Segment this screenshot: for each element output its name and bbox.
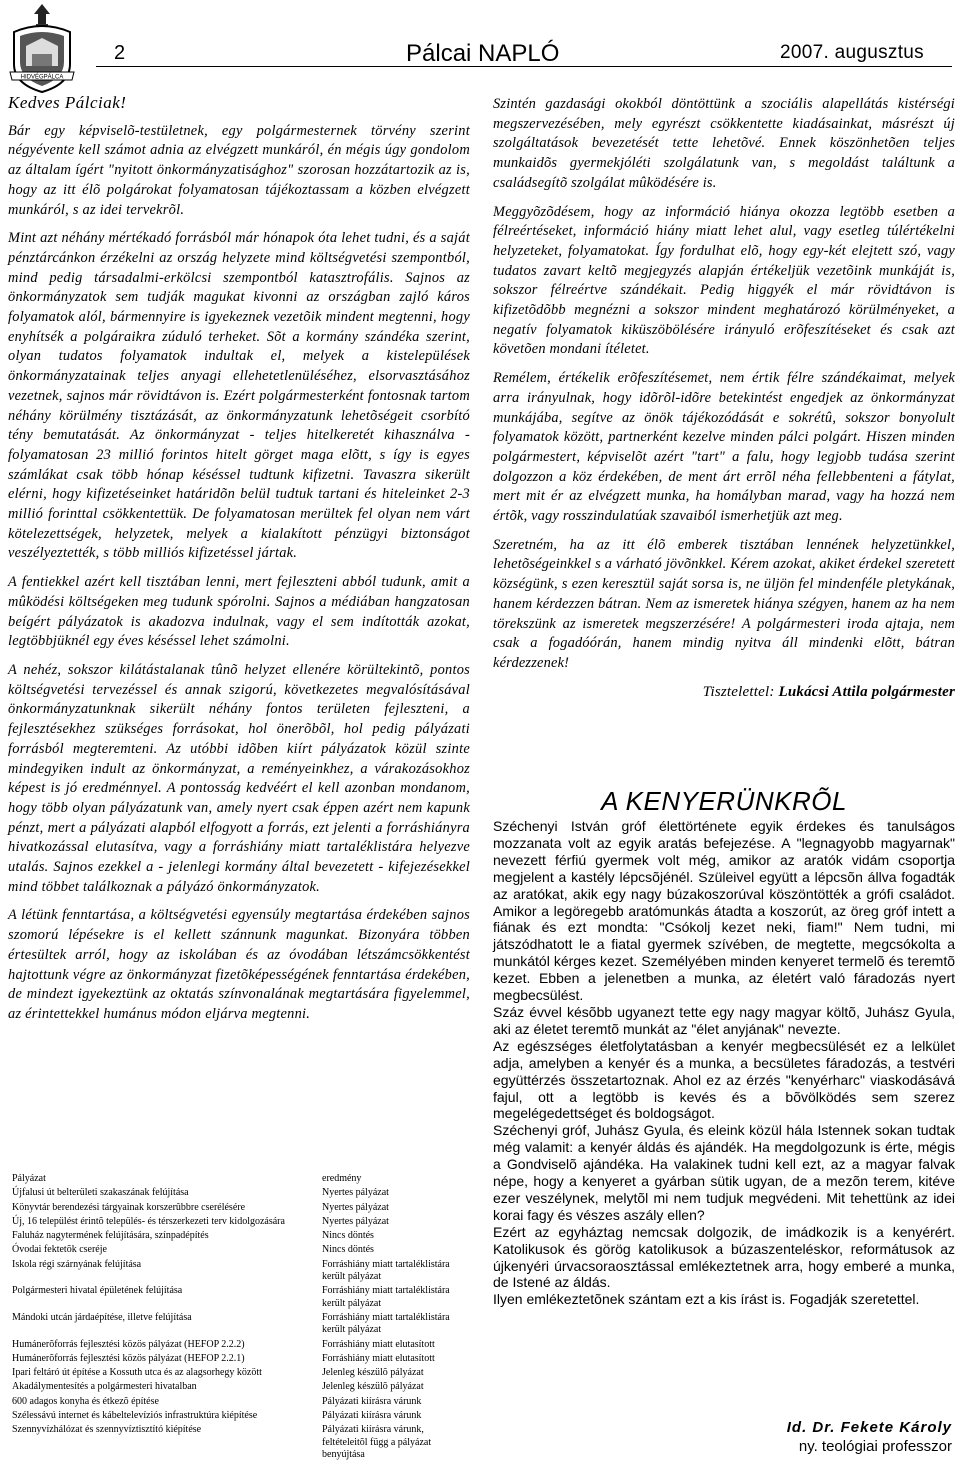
result-cell: Forráshiány miatt tartaléklistára került pályázat: [322, 1311, 450, 1336]
table-row: [10, 1396, 460, 1410]
article-author-title: ny. teológiai professzor: [798, 1438, 952, 1455]
table-row: [10, 1339, 460, 1353]
table-row: [10, 1381, 460, 1395]
table-row: [10, 1202, 460, 1216]
project-cell: Szennyvízhálózat és szennyvíztisztító kiépítése: [12, 1424, 202, 1436]
table-row: [10, 1216, 460, 1230]
table-row: [10, 1312, 460, 1339]
result-cell: Forráshiány miatt tartaléklistára került pályázat: [322, 1258, 450, 1283]
table-row: [10, 1367, 460, 1381]
project-cell: Humánerõforrás fejlesztési közös pályázat (HEFOP 2.2.2): [12, 1338, 245, 1350]
result-cell: Pályázati kiírásra várunk, feltételeitõl függ a pályázat benyújtása: [322, 1424, 432, 1460]
issue-date: 2007. augusztus: [780, 42, 924, 63]
project-cell: Humánerõforrás fejlesztési közös pályázat (HEFOP 2.2.1): [12, 1352, 245, 1364]
project-cell: Könyvtár berendezési tárgyainak korszerûbbre cserélésére: [12, 1201, 246, 1213]
result-cell: Forráshiány miatt elutasított: [322, 1338, 435, 1350]
table-row: [10, 1187, 460, 1201]
table-row: [10, 1424, 460, 1463]
table-row: [10, 1244, 460, 1258]
project-cell: Faluház nagytermének felújítására, színpadépítés: [12, 1230, 209, 1242]
table-header-cell: Pályázat: [12, 1173, 46, 1184]
result-cell: Forráshiány miatt elutasított: [322, 1352, 435, 1364]
letter-paragraph: Mint azt néhány mértékadó forrásból már hónapok óta lehet tudni, és a saját pénztárcánkon érzékelni az ország helyzete mind költségvetési szempontból, mind pedig társadalmi-erkölcsi szempontból katasztrofális. Sajnos az önkormányzatok sem tudják magukat kivonni az országban zajló káros folyamatok alól, bármennyire is igyekeznek vezetõik mindent megtenni, hogy enyhítsék a polgáraikra zúduló terheket. Sõt a kormány szándéka szerint, olyan tudatos folyamatok indultak el, melyek a kistelepülések önkormányzatainak teljes anyagi ellehetetlenüléséhez, elsorvasztásához vezetnek, sajnos már rövidtávon is. Ezért polgármesterként fontosnak tartom néhány körülmény tisztázását, az önkormányzatunk lehetõségeit csorbító tény bemutatását. Az önkormányzat - teljes hitelkeretét kihasználva - folyamatosan 23 millió forintos hitelt görget maga elõtt, s így is egyes számlákat csak több hónap késéssel tudtunk kifizetni. Tavaszra sikerült elérni, hogy kifizetéseinket határidõn belül tudtuk tartani és hiteleinket 2-3 millió forinttal csökkentettük. De folyamatosan merültek fel olyan nem várt kötelezettségek, helyzetek, melyek a kialakított pénzügyi biztonságot veszélyeztették, s több milliós kifizetéssel jártak.: [8, 230, 470, 562]
table-row: [10, 1230, 460, 1244]
crest-text: HIDVÉGPÁLCA: [20, 74, 64, 81]
article-author: Id. Dr. Fekete Károly: [786, 1419, 952, 1436]
result-cell: Pályázati kiírásra várunk: [322, 1410, 422, 1422]
table-body: [10, 1173, 460, 1463]
result-cell: Jelenleg készülõ pályázat: [322, 1381, 424, 1393]
result-cell: Nincs döntés: [322, 1244, 374, 1256]
project-cell: Szélessávú internet és kábeltelevíziós infrastruktúra kiépítése: [12, 1410, 258, 1422]
letter-paragraph: Szeretném, ha az itt élõ emberek tisztában lennének helyzetünkkel, lehetõségeinkkel s a várható jövõnkkel. Kérem azokat, akiket érdekel szeretett községünk, s ezen keresztül saját sorsa is, ne üljön fel mindenféle pletykának, hanem kérdezzen bátran. Nem az ismeretek hiánya szégyen, hanem az ha nem törekszünk az ismeretek megszerzésére! A polgármesteri iroda ajtaja, nem csak a fogadóórán, hanem mindig nyitva áll mindenki elõtt, bátran kérdezzenek!: [493, 536, 955, 671]
article-paragraph: Ezért az egyháztag nemcsak dolgozik, de imádkozik is a kenyérért. Katolikusok és görög katolikusok a búzaszenteléskor, reformátusok az újkenyéri úrvacsoraosztással emlékeztetnek arra, hogy emberé a munka, de Istené az áldás.: [493, 1223, 955, 1291]
result-cell: Nyertes pályázat: [322, 1187, 389, 1199]
table-row: [10, 1410, 460, 1424]
table-row: [10, 1353, 460, 1367]
letter-right-column: [493, 95, 955, 702]
project-cell: Polgármesteri hivatal épületének felújítása: [12, 1285, 183, 1297]
table-header-row: [10, 1173, 460, 1187]
header-rule: [96, 66, 952, 67]
letter-paragraph: Bár egy képviselõ-testületnek, egy polgármesternek törvény szerint négyévente kell számot adnia az elvégzett munkáról, én mégis úgy gondolom az általam ígért "nyitott önkormányzatisághoz" szorosan hozzátartozik az is, hogy az itt élõ polgárokat folyamatosan tájékoztassam a közben elvégzett munkáról, s az idei tervekrõl.: [8, 122, 470, 218]
result-cell: Forráshiány miatt tartaléklistára került pályázat: [322, 1285, 450, 1309]
letter-paragraph: A nehéz, sokszor kilátástalanak tûnõ helyzet ellenére körültekintõ, pontos költségvetési tervezéssel és annak szigorú, következetes megvalósításával önkormányzatunknak sikerült néhány fontos területen fejleszteni, a fejlesztésekhez szükséges forrásokat, hol önerõbõl, hol pedig pályázati forrásból megteremteni. Az utóbbi idõben kiírt pályázatok közül szinte mindegyiken indult az önkormányzat, a reményeinkhez, a várakozásokhoz képest is jó eredménnyel. A pontosság kedvéért el kell azonban mondanom, hogy több olyan pályázatunk van, amely nyert csak éppen azért nem kapunk pénzt, mert a pályázati alapból elfogyott a forrás, ezt jelenti a forráshiányra hivatkozással elutasítva, vagy a forráshiány miatt tartaléklistára helyezve utalás. Sajnos ezekkel a - jelenlegi kormány által bevezetett - kifejezésekkel mind többet találkoznak a pályázó önkormányzatok.: [8, 661, 470, 895]
signature-prefix: Tisztelettel:: [702, 683, 779, 700]
letter-paragraph: Remélem, értékelik erõfeszítésemet, nem értik félre szándékaimat, melyek arra irányulnak, hogy idõrõl-idõre betekintést engedjek az önkormányzat munkájába, segítve az önök tájékozódását e sokrétû, sokszor bonyolult folyamatok között, partnerként kezelve minden pálci polgárt. Hiszen minden polgármestert, képviselõt azért "tart" a falu, hogy legjobb tudása szerint dolgozzon a köz érdekében, de ment árt errõl néha fellebbenteni a fátylat, mert mit ér az elvégzett munka, ha homályban marad, vagy ha hozzá nem értõk, vagy rosszindulatúak szavaiból ismerhetjük azt meg.: [493, 370, 955, 525]
page-number: 2: [114, 42, 126, 64]
article-signature: [787, 1418, 952, 1456]
table-header-cell: eredmény: [322, 1173, 362, 1184]
letter-signature: [493, 683, 955, 703]
project-cell: Újfalusi út belterületi szakaszának felújítása: [12, 1187, 189, 1199]
signature-name: Lukácsi Attila polgármester: [778, 683, 955, 700]
letter-paragraph: Szintén gazdasági okokból döntöttünk a szociális alapellátás kistérségi megszervezésében, mely egyrészt csökkentette kiadásainkat, másrészt új szolgáltatások bevezetését tette lehetõvé. Ennek köszönhetõen teljes munkaidõs gyermekjóléti szolgálatunk van, s megoldást találtunk a családsegítõ szolgálat mûködésére is.: [493, 96, 955, 191]
project-cell: 600 adagos konyha és étkezõ építése: [12, 1395, 159, 1407]
result-cell: Jelenleg készülõ pályázat: [322, 1367, 424, 1379]
result-cell: Pályázati kiírásra várunk: [322, 1395, 422, 1407]
table-row: [10, 1285, 460, 1312]
result-cell: Nincs döntés: [322, 1230, 374, 1242]
result-cell: Nyertes pályázat: [322, 1201, 389, 1213]
article-paragraph: Ilyen emlékeztetõnek szántam ezt a kis írást is. Fogadják szeretettel.: [493, 1291, 920, 1308]
project-cell: Ipari feltáró út építése a Kossuth utca és az alagsorhegy között: [12, 1367, 262, 1379]
coat-of-arms-icon: [6, 2, 78, 94]
table-row: [10, 1259, 460, 1286]
newspaper-title: Pálcai NAPLÓ: [406, 40, 560, 67]
project-cell: Új, 16 települést érintõ település- és térszerkezeti terv kidolgozására: [12, 1215, 285, 1227]
letter-greeting: Kedves Pálciak!: [8, 93, 127, 112]
project-cell: Iskola régi szárnyának felújítása: [12, 1258, 142, 1270]
article-paragraph: Száz évvel késõbb ugyanezt tette egy nagy magyar költõ, Juhász Gyula, aki az életet teremtõ munkát az "élet anyjának" nevezte.: [493, 1003, 955, 1037]
project-cell: Akadálymentesítés a polgármesteri hivatalban: [12, 1381, 197, 1393]
project-cell: Mándoki utcán járdaépítése, illetve felújítása: [12, 1311, 192, 1323]
letter-paragraph: Meggyõzõdésem, hogy az információ hiánya okozza legtöbb esetben a félreértéseket, információ hiány miatt lehet alul, vagy esetleg túlértékelni helyzeteket, folyamatokat. Így fordulhat elõ, hogy egy-két elejtett szó, vagy tudatos zavart keltõ megjegyzés alapján értékeljük vezetõink munkáját is, sokszor félreértve szándékait. Pedig higgyék el már rövidtávon is kifizetõdõbb megnézni a sokszor mindent meghatározó körülményeket, a negatív folyamatok kiküszöbölésére irányuló erõfeszítéseket és csak azt követõen mondani ítéletet.: [493, 203, 955, 358]
article-paragraph: Széchenyi gróf, Juhász Gyula, és eleink közül hála Istennek sokan tudtak még valamit: a kenyér áldás és ajándék. Ha megdolgozunk is érte, mégis a Gondviselõ ajándéka. Ha valakinek tudni kell ezt, az a magyar falvak népe, hogy a kenyeret a gyárban sütik ugyan, de a mezõn terem, kitéve ezer veszélynek, melytõl mi nem tudjuk megvédeni. Mit tehettünk az idei korai fagy és vészes aszály ellen?: [493, 1122, 955, 1223]
project-cell: Óvodai fektetõk cseréje: [12, 1244, 107, 1256]
article-body: [493, 818, 955, 1308]
article-title: A KENYERÜNKRÕL: [601, 786, 847, 816]
letter-left-column: [8, 93, 470, 1034]
applications-table: [10, 1173, 460, 1463]
letter-paragraph: A létünk fenntartása, a költségvetési egyensúly megtartása érdekében sajnos szomorú lépésekre is el kellett szánnunk magunkat. Bizonyára többen értesültek arról, hogy az iskolában és az óvodában létszámcsökkentést hajtottunk végre az önkormányzat fizetõképességének fenntartása érdekében, de mindezt igyekeztünk az oktatás színvonalának megtartására figyelemmel, az érintettekkel humánus módon eljárva megtenni.: [8, 907, 470, 1022]
letter-paragraph: A fentiekkel azért kell tisztában lenni, mert fejleszteni abból tudunk, amit a mûködési költségeken meg tudunk spórolni. Sajnos a médiában hangzatosan beígért pályázatok is akadozva indulnak, vagy el sem indították azokat, legtöbbjüknél egy éves késéssel lehet számolni.: [8, 574, 470, 650]
article-paragraph: Széchenyi István gróf élettörténete egyik érdekes és tanulságos mozzanata volt az egyik aratás befejezése. A "legnagyobb magyarnak" nevezett férfiú gyermek volt még, amikor az aratók vidám csoportja megjelent a kastély lépcsõjénél. Szüleivel együtt a lépcsõn állva fogadták az aratókat, akik egy nagy búzakoszorúval köszöntötték a grófi családot. Amikor a legöregebb aratómunkás átadta a koszorút, az öreg gróf intett a fiának és ezt mondta: "Csókolj kezet neki, fiam!" Nem tudni, mi játszódhatott le a fiatal gyermek szívében, de megtette, megcsókolta a munkától kérges kezet. Személyében minden kenyeret termelõ és teremtõ kezet. Ebben a jelenetben a munka, az életért való fáradozás nyert megbecsülést.: [493, 818, 955, 1004]
result-cell: Nyertes pályázat: [322, 1215, 389, 1227]
article-paragraph: Az egészséges életfolytatásban a kenyér megbecsülését ez a lelkület adja, amelyben a kenyér és a munka, a becsületes fáradozás, a testvéri együttérzés összetartoznak. Ahol ez az érzés "kenyérharc" viaskodásává fajul, ott a legtöbb is kevés és a bõvölködés sem szerez megelégedettséget és boldogságot.: [493, 1037, 955, 1122]
